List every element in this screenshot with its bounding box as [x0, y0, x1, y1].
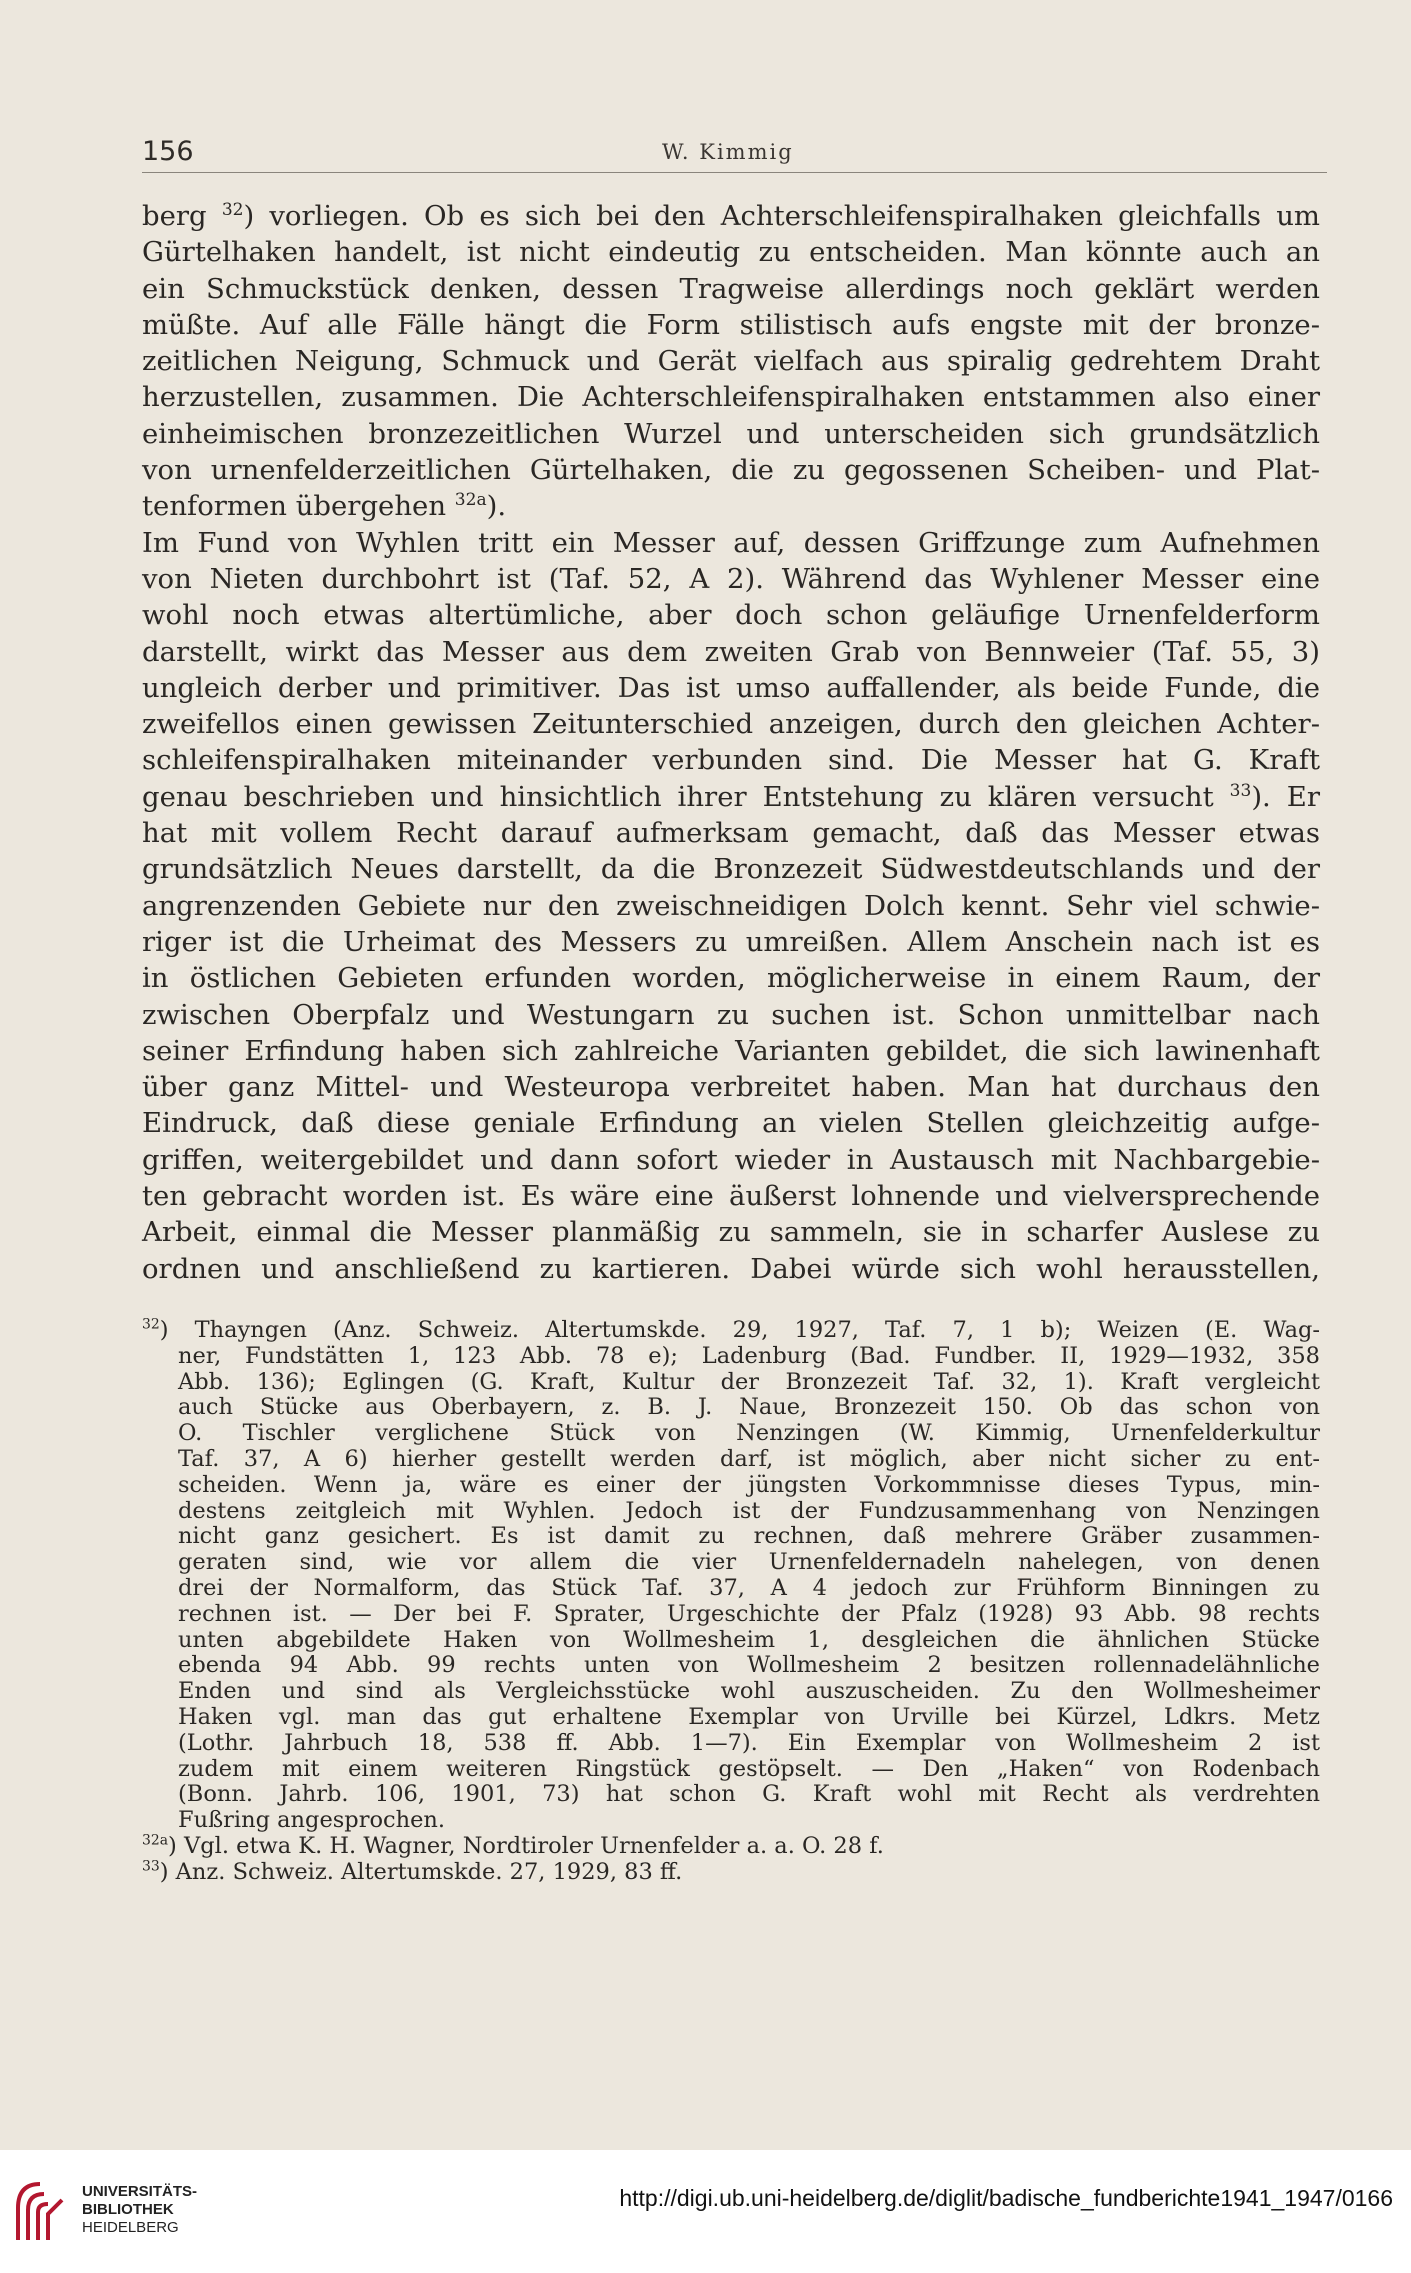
library-name	[82, 2183, 197, 2237]
footnote-line: auch Stücke aus Oberbayern, z. B. J. Naue, Bronzezeit 150. Ob das schon von	[178, 1394, 1320, 1421]
text-line: zeitlichen Neigung, Schmuck und Gerät vielfach aus spiralig gedrehtem Draht	[142, 345, 1320, 378]
text-line: herzustellen, zusammen. Die Achterschleifenspiralhaken entstammen also einer	[142, 381, 1320, 414]
text-line: zwischen Oberpfalz und Westungarn zu suchen ist. Schon unmittelbar nach	[142, 998, 1320, 1031]
text-line: Eindruck, daß diese geniale Erfindung an vielen Stellen gleichzeitig aufge-	[142, 1107, 1320, 1140]
footnote-line: (Lothr. Jahrbuch 18, 538 ff. Abb. 1—7). Ein Exemplar von Wollmesheim 2 ist	[178, 1729, 1320, 1756]
page-header	[142, 136, 1327, 173]
text-line: von urnenfelderzeitlichen Gürtelhaken, die zu gegossenen Scheiben- und Plat-	[142, 454, 1320, 487]
footnote-line: ner, Fundstätten 1, 123 Abb. 78 e); Ladenburg (Bad. Fundber. II, 1929—1932, 358	[178, 1342, 1320, 1369]
text-line: darstellt, wirkt das Messer aus dem zweiten Grab von Bennweier (Taf. 55, 3)	[142, 635, 1320, 668]
footnote-line: (Bonn. Jahrb. 106, 1901, 73) hat schon G. Kraft wohl mit Recht als verdrehten	[178, 1781, 1320, 1808]
footnote-32a-text: $^{32a}$) Vgl. etwa K. H. Wagner, Nordtiroler Urnenfelder a. a. O. 28 f.	[142, 1832, 884, 1859]
footnote-line: scheiden. Wenn ja, wäre es einer der jüngsten Vorkommnisse dieses Typus, min-	[178, 1471, 1320, 1498]
text-line: ein Schmuckstück denken, dessen Tragweise allerdings noch geklärt werden	[142, 272, 1320, 305]
main-text	[142, 198, 1320, 1287]
text-line: Gürtelhaken handelt, ist nicht eindeutig zu entscheiden. Man könnte auch an	[142, 236, 1320, 269]
footnote-line: nicht ganz gesichert. Es ist damit zu rechnen, daß mehrere Gräber zusammen-	[178, 1523, 1320, 1550]
footnote-line: rechnen ist. — Der bei F. Sprater, Urgeschichte der Pfalz (1928) 93 Abb. 98 rechts	[178, 1600, 1320, 1627]
text-line: Arbeit, einmal die Messer planmäßig zu sammeln, sie in scharfer Auslese zu	[142, 1216, 1320, 1249]
text-line: von Nieten durchbohrt ist (Taf. 52, A 2). Während das Wyhlener Messer eine	[142, 562, 1320, 595]
footnote-line: ebenda 94 Abb. 99 rechts unten von Wollmesheim 2 besitzen rollennadelähnliche	[178, 1652, 1320, 1679]
text-line: Im Fund von Wyhlen tritt ein Messer auf, dessen Griffzunge zum Aufnehmen	[142, 526, 1320, 559]
footnote-line: destens zeitgleich mit Wyhlen. Jedoch ist der Fundzusammenhang von Nenzingen	[178, 1497, 1320, 1524]
text-line: einheimischen bronzezeitlichen Wurzel und unterscheiden sich grundsätzlich	[142, 417, 1320, 450]
text-line: hat mit vollem Recht darauf aufmerksam gemacht, daß das Messer etwas	[142, 817, 1320, 850]
running-title: W. Kimmig	[662, 140, 794, 164]
text-line: müßte. Auf alle Fälle hängt die Form stilistisch aufs engste mit der bronze-	[142, 308, 1320, 341]
footnote-33	[142, 1860, 1320, 1886]
text-line: seiner Erfindung haben sich zahlreiche Varianten gebildet, die sich lawinenhaft	[142, 1034, 1320, 1067]
footnote-line: Haken vgl. man das gut erhaltene Exemplar von Urville bei Kürzel, Ldkrs. Metz	[178, 1703, 1320, 1730]
footnote-line: drei der Normalform, das Stück Taf. 37, A 4 jedoch zur Frühform Binningen zu	[178, 1574, 1320, 1601]
footnote-line: Taf. 37, A 6) hierher gestellt werden darf, ist möglich, aber nicht sicher zu ent-	[178, 1445, 1320, 1472]
source-url-link[interactable]: http://digi.ub.uni-heidelberg.de/diglit/badische_fundberichte1941_1947/0166	[619, 2185, 1393, 2211]
footnote-line: Enden und sind als Vergleichsstücke wohl auszuscheiden. Zu den Wollmesheimer	[178, 1678, 1320, 1705]
text-line: schleifenspiralhaken miteinander verbunden sind. Die Messer hat G. Kraft	[142, 744, 1320, 777]
text-line: in östlichen Gebieten erfunden worden, möglicherweise in einem Raum, der	[142, 962, 1320, 995]
text-line: tenformen übergehen $^{32a}$).	[142, 490, 507, 523]
text-line: wohl noch etwas altertümliche, aber doch schon geläufige Urnenfelderform	[142, 599, 1320, 632]
text-line: ordnen und anschließend zu kartieren. Dabei würde sich wohl herausstellen,	[142, 1252, 1320, 1285]
text-line: genau beschrieben und hinsichtlich ihrer Entstehung zu klären versucht $^{33}$). Er	[142, 780, 1320, 813]
text-line: ungleich derber und primitiver. Das ist umso auffallender, als beide Funde, die	[142, 671, 1320, 704]
page-number: 156	[142, 136, 194, 167]
ub-heidelberg-logo-icon	[14, 2178, 66, 2246]
footnote-32a	[142, 1834, 1320, 1860]
text-line: zweifellos einen gewissen Zeitunterschied anzeigen, durch den gleichen Achter-	[142, 708, 1320, 741]
footnote-line: $^{32}$) Thayngen (Anz. Schweiz. Altertumskde. 29, 1927, Taf. 7, 1 b); Weizen (E. Wag-	[142, 1316, 1320, 1343]
library-name-line1: UNIVERSITÄTS-	[82, 2183, 198, 2200]
text-line: riger ist die Urheimat des Messers zu umreißen. Allem Anschein nach ist es	[142, 925, 1320, 958]
footnote-line: Abb. 136); Eglingen (G. Kraft, Kultur der Bronzezeit Taf. 32, 1). Kraft vergleicht	[178, 1368, 1320, 1395]
footnote-line: geraten sind, wie vor allem die vier Urnenfeldernadeln nahelegen, von denen	[178, 1549, 1320, 1576]
footnote-line: O. Tischler verglichene Stück von Nenzingen (W. Kimmig, Urnenfelderkultur	[178, 1420, 1320, 1447]
footnote-line: Fußring angesprochen.	[178, 1807, 446, 1834]
text-line: grundsätzlich Neues darstellt, da die Bronzezeit Südwestdeutschlands und der	[142, 853, 1320, 886]
text-line: griffen, weitergebildet und dann sofort wieder in Austausch mit Nachbargebie-	[142, 1143, 1320, 1176]
footnote-line: zudem mit einem weiteren Ringstück gestöpselt. — Den „Haken“ von Rodenbach	[178, 1755, 1320, 1782]
footnote-line: unten abgebildete Haken von Wollmesheim 1, desgleichen die ähnlichen Stücke	[178, 1626, 1320, 1653]
text-line: berg $^{32}$) vorliegen. Ob es sich bei den Achterschleifenspiralhaken gleichfalls um	[142, 199, 1320, 232]
footnote-33-text: $^{33}$) Anz. Schweiz. Altertumskde. 27, 1929, 83 ff.	[142, 1858, 683, 1885]
footnote-32	[142, 1318, 1320, 1834]
text-line: ten gebracht worden ist. Es wäre eine äußerst lohnende und vielversprechende	[142, 1180, 1320, 1213]
library-name-line2: BIBLIOTHEK	[82, 2201, 174, 2218]
text-line: über ganz Mittel- und Westeuropa verbreitet haben. Man hat durchaus den	[142, 1071, 1320, 1104]
text-line: angrenzenden Gebiete nur den zweischneidigen Dolch kennt. Sehr viel schwie-	[142, 889, 1320, 922]
library-name-line3: HEIDELBERG	[82, 2219, 179, 2236]
